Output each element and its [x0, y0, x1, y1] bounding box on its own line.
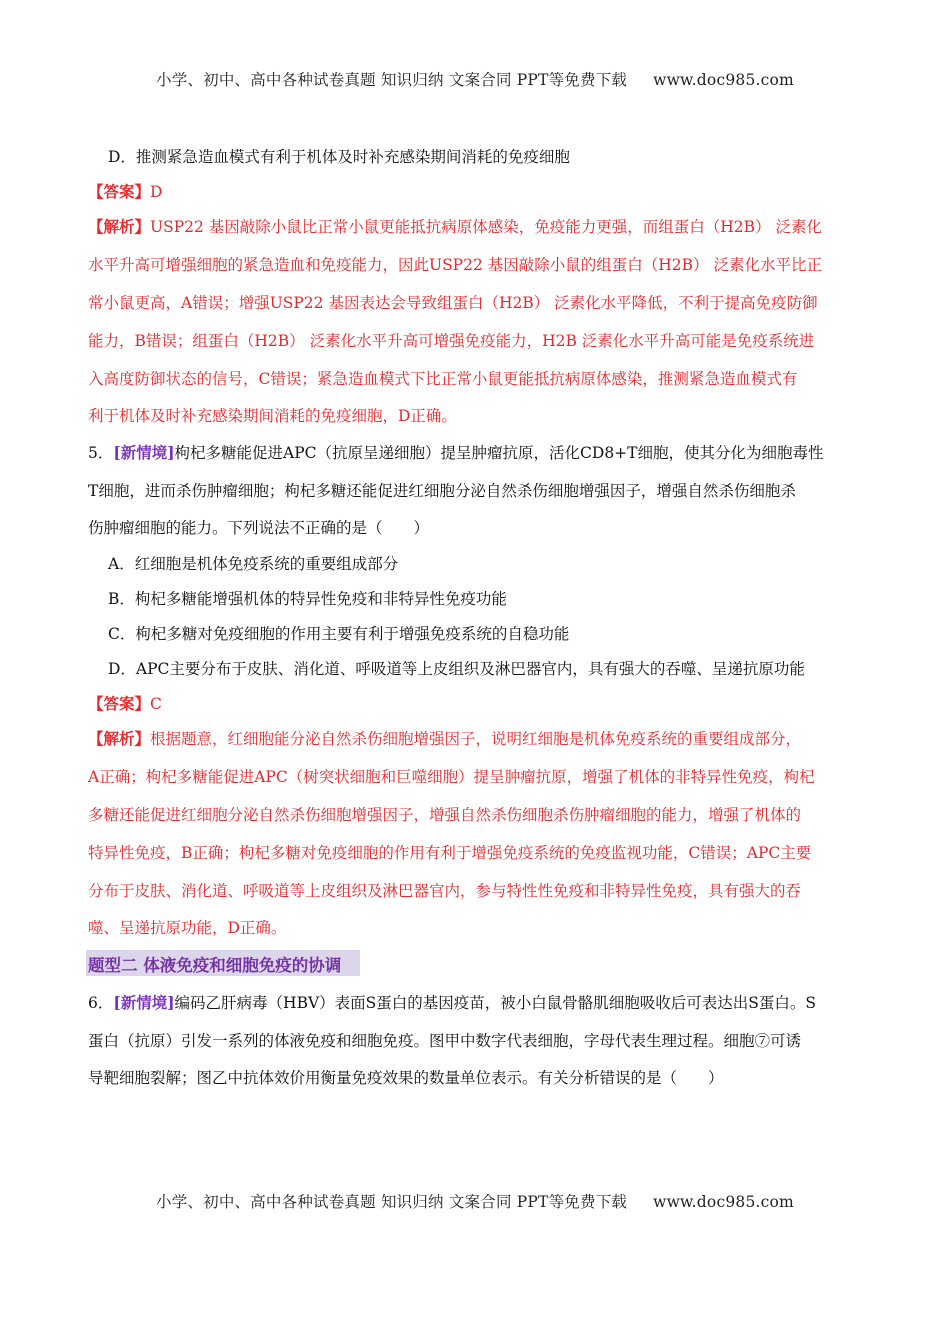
- analysis-tag: 【解析】: [88, 729, 151, 748]
- q4-analysis-line-2: 水平升高可增强细胞的紧急造血和免疫能力，因此USP22 基因敲除小鼠的组蛋白（H2B） 泛素化水平比正: [88, 256, 822, 274]
- question-number: 5．: [88, 444, 114, 462]
- q4-option-d: D．推测紧急造血模式有利于机体及时补充感染期间消耗的免疫细胞: [108, 148, 570, 166]
- header-url[interactable]: www.doc985.com: [653, 71, 794, 89]
- page-footer: [0, 1190, 950, 1212]
- section-title: 题型二 体液免疫和细胞免疫的协调: [88, 956, 342, 975]
- answer-value: D: [150, 183, 163, 201]
- q5-stem-line-1: 5．[新情境]枸杞多糖能促进APC（抗原呈递细胞）提呈肿瘤抗原，活化CD8+T细胞，使其分化为细胞毒性: [88, 443, 824, 462]
- q5-option-d: D．APC主要分布于皮肤、消化道、呼吸道等上皮组织及淋巴器官内，具有强大的吞噬、呈递抗原功能: [108, 660, 805, 678]
- new-context-tag: [新情境]: [113, 443, 175, 462]
- q5-option-b: B．枸杞多糖能增强机体的特异性免疫和非特异性免疫功能: [108, 590, 507, 608]
- q4-analysis-line-4: 能力，B错误；组蛋白（H2B） 泛素化水平升高可增强免疫能力，H2B 泛素化水平升高可能是免疫系统进: [88, 332, 815, 350]
- q5-analysis-line-1: 【解析】根据题意，红细胞能分泌自然杀伤细胞增强因子，说明红细胞是机体免疫系统的重要组成部分，: [88, 729, 802, 748]
- q5-analysis-line-3: 多糖还能促进红细胞分泌自然杀伤细胞增强因子，增强自然杀伤细胞杀伤肿瘤细胞的能力，增强了机体的: [88, 806, 802, 824]
- q6-stem-line-2: 蛋白（抗原）引发一系列的体液免疫和细胞免疫。图甲中数字代表细胞，字母代表生理过程。细胞⑦可诱: [88, 1032, 802, 1050]
- page-header: [0, 68, 950, 90]
- footer-url[interactable]: www.doc985.com: [653, 1193, 794, 1211]
- q5-analysis-line-4: 特异性免疫，B正确；枸杞多糖对免疫细胞的作用有利于增强免疫系统的免疫监视功能，C错误；APC主要: [88, 844, 812, 862]
- q5-stem-line-2: T细胞，进而杀伤肿瘤细胞；枸杞多糖还能促进红细胞分泌自然杀伤细胞增强因子，增强自然杀伤细胞杀: [88, 482, 796, 500]
- answer-tag: 【答案】: [88, 182, 151, 201]
- analysis-tag: 【解析】: [88, 217, 151, 236]
- q5-analysis-line-2: A正确；枸杞多糖能促进APC（树突状细胞和巨噬细胞）提呈肿瘤抗原，增强了机体的非特异性免疫，枸杞: [88, 768, 815, 786]
- q4-answer: [88, 181, 878, 203]
- q4-analysis-line-3: 常小鼠更高，A错误；增强USP22 基因表达会导致组蛋白（H2B） 泛素化水平降低，不利于提高免疫防御: [88, 294, 818, 312]
- section-heading: [86, 950, 360, 976]
- q5-answer: [88, 693, 878, 715]
- q5-option-a: A．红细胞是机体免疫系统的重要组成部分: [108, 555, 399, 573]
- answer-tag: 【答案】: [88, 694, 151, 713]
- q5-stem-line-3: 伤肿瘤细胞的能力。下列说法不正确的是（ ）: [88, 519, 430, 537]
- q5-option-c: C．枸杞多糖对免疫细胞的作用主要有利于增强免疫系统的自稳功能: [108, 625, 570, 643]
- answer-value: C: [150, 695, 162, 713]
- header-text: 小学、初中、高中各种试卷真题 知识归纳 文案合同 PPT等免费下载: [156, 71, 628, 89]
- q5-analysis-line-5: 分布于皮肤、消化道、呼吸道等上皮组织及淋巴器官内，参与特性性免疫和非特异性免疫，具有强大的吞: [88, 882, 802, 900]
- q4-analysis-line-1: 【解析】USP22 基因敲除小鼠比正常小鼠更能抵抗病原体感染，免疫能力更强，而组蛋白（H2B） 泛素化: [88, 217, 822, 236]
- q4-analysis-line-5: 入高度防御状态的信号，C错误；紧急造血模式下比正常小鼠更能抵抗病原体感染，推测紧急造血模式有: [88, 370, 798, 388]
- q6-stem-line-3: 导靶细胞裂解；图乙中抗体效价用衡量免疫效果的数量单位表示。有关分析错误的是（ ）: [88, 1069, 724, 1087]
- footer-text: 小学、初中、高中各种试卷真题 知识归纳 文案合同 PPT等免费下载: [156, 1193, 628, 1211]
- question-number: 6．: [88, 994, 114, 1012]
- q4-analysis-line-6: 利于机体及时补充感染期间消耗的免疫细胞，D正确。: [88, 407, 457, 425]
- q6-stem-line-1: 6．[新情境]编码乙肝病毒（HBV）表面S蛋白的基因疫苗，被小白鼠骨骼肌细胞吸收后可表达出S蛋白。S: [88, 993, 817, 1012]
- q5-analysis-line-6: 噬、呈递抗原功能，D正确。: [88, 919, 287, 937]
- new-context-tag: [新情境]: [113, 993, 175, 1012]
